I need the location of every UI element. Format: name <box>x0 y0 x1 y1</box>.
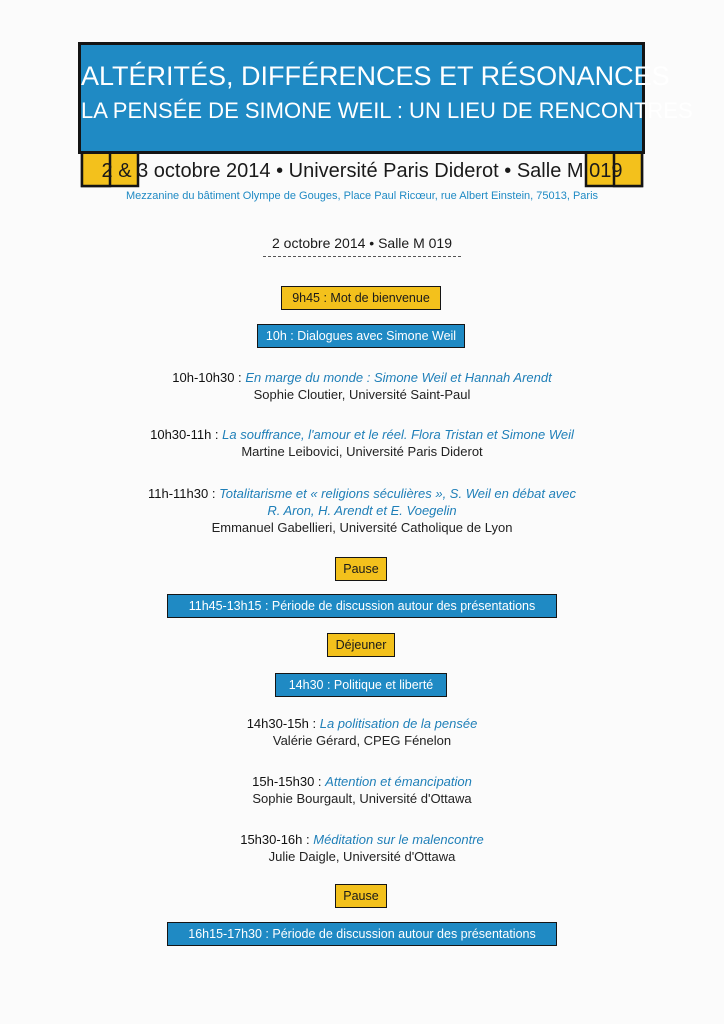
banner-title-box <box>78 42 693 154</box>
talk-speaker: Valérie Gérard, CPEG Fénelon <box>272 733 452 748</box>
talk-item <box>0 485 724 536</box>
talk-speaker: Martine Leibovici, Université Paris Diderot <box>241 444 483 459</box>
discussion-badge: 16h15-17h30 : Période de discussion autour des présentations <box>167 922 557 946</box>
talk-title-continued: R. Aron, H. Arendt et E. Voegelin <box>267 503 457 518</box>
talk-speaker: Sophie Cloutier, Université Saint-Paul <box>253 387 471 402</box>
main-title: ALTÉRITÉS, DIFFÉRENCES ET RÉSONANCES <box>81 61 670 91</box>
session1-badge: 10h : Dialogues avec Simone Weil <box>257 324 465 348</box>
welcome-badge: 9h45 : Mot de bienvenue <box>281 286 441 310</box>
divider <box>263 256 461 257</box>
subtitle: LA PENSÉE DE SIMONE WEIL : UN LIEU DE RENCONTRES <box>81 98 693 123</box>
talk-title: La politisation de la pensée <box>319 716 478 731</box>
talk-time: 10h-10h30 : <box>172 370 242 385</box>
event-address: Mezzanine du bâtiment Olympe de Gouges, Place Paul Ricœur, rue Albert Einstein, 75013, Paris <box>125 190 599 202</box>
talk-title: En marge du monde : Simone Weil et Hannah Arendt <box>245 370 552 385</box>
lunch-badge: Déjeuner <box>327 633 395 657</box>
event-dates: 2 & 3 octobre 2014 • Université Paris Diderot • Salle M 019 <box>101 160 623 182</box>
talk-title: La souffrance, l'amour et le réel. Flora Tristan et Simone Weil <box>222 427 574 442</box>
talk-speaker: Sophie Bourgault, Université d'Ottawa <box>252 791 472 806</box>
talk-item <box>0 773 724 807</box>
talk-time: 15h30-16h : <box>240 832 310 847</box>
talk-item <box>0 369 724 403</box>
pause-badge: Pause <box>335 557 387 581</box>
talk-title: Attention et émancipation <box>325 774 472 789</box>
talk-time: 14h30-15h : <box>246 716 317 731</box>
talk-title: Totalitarisme et « religions séculières », S. Weil en débat avec <box>219 486 577 501</box>
pause-badge: Pause <box>335 884 387 908</box>
talk-time: 10h30-11h : <box>150 427 219 442</box>
talk-item <box>0 715 724 749</box>
talk-time: 11h-11h30 : <box>147 486 216 501</box>
talk-speaker: Emmanuel Gabellieri, Université Catholique de Lyon <box>211 520 513 535</box>
talk-title: Méditation sur le malencontre <box>313 832 484 847</box>
day-heading: 2 octobre 2014 • Salle M 019 <box>271 235 453 251</box>
talk-item <box>0 831 724 865</box>
session2-badge: 14h30 : Politique et liberté <box>275 673 447 697</box>
discussion-badge: 11h45-13h15 : Période de discussion autour des présentations <box>167 594 557 618</box>
talk-time: 15h-15h30 : <box>252 774 322 789</box>
talk-speaker: Julie Daigle, Université d'Ottawa <box>268 849 456 864</box>
talk-item <box>0 426 724 460</box>
